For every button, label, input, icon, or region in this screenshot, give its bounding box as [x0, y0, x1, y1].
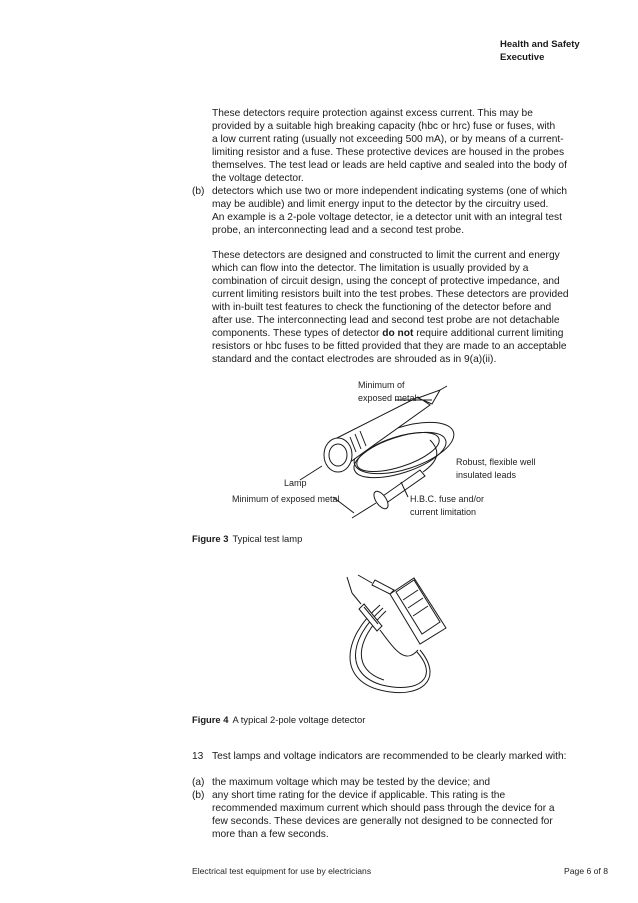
- callout-min-exposed-bottom: Minimum of exposed metal: [232, 494, 340, 504]
- callout-hbc-fuse-1: H.B.C. fuse and/or: [410, 494, 485, 504]
- callout-robust-leads-1: Robust, flexible well: [456, 457, 536, 467]
- text-line: These detectors are designed and constructed to limit the current and energy: [212, 250, 560, 261]
- text-line: combination of circuit design, using the concept of protective impedance, and: [212, 276, 560, 287]
- text-line: limiting resistor and a fuse. These protective devices are housed in the probes: [212, 147, 565, 158]
- text-line: current limiting resistors built into the test probes. These detectors are provided: [212, 289, 569, 300]
- section-13-item-b-label: (b): [192, 790, 205, 801]
- figure-3-label: Figure 3: [192, 533, 229, 544]
- text-line: which can flow into the detector. The limitation is usually provided by a: [212, 263, 529, 274]
- text-fragment: require additional current limiting: [413, 328, 564, 339]
- text-line: with in-built test features to check the functioning of the detector before and: [212, 302, 552, 313]
- figure-4-caption: [192, 714, 365, 725]
- section-13-item-b: [212, 789, 607, 841]
- text-line: may be audible) and limit energy input to the detector by the circuitry used.: [212, 199, 549, 210]
- section-13-item-a-label: (a): [192, 777, 205, 788]
- text-line: detectors which use two or more independent indicating systems (one of which: [212, 186, 568, 197]
- text-line: probe, an interconnecting lead and a second test probe.: [212, 225, 465, 236]
- text-line: recommended maximum current which should pass through the device for a: [212, 803, 555, 814]
- emphasis-do-not: do not: [382, 328, 414, 339]
- text-line: a low current rating (usually not exceeding 500 mA), or by means of a current-: [212, 134, 564, 145]
- figure-4-label: Figure 4: [192, 714, 229, 725]
- text-line: resistors or hbc fuses to be fitted provided that they are made to an acceptable: [212, 341, 567, 352]
- header-line-2: Executive: [500, 52, 545, 63]
- callout-lamp: Lamp: [284, 478, 307, 488]
- text-fragment: components. These types of detector: [212, 328, 383, 339]
- text-line: Test lamps and voltage indicators are recommended to be clearly marked with:: [212, 751, 567, 762]
- text-line: the voltage detector.: [212, 173, 304, 184]
- section-13-number: 13: [192, 751, 204, 762]
- figure-3-title: Typical test lamp: [232, 533, 303, 544]
- header-line-1: Health and Safety: [500, 39, 580, 50]
- text-line: standard and the contact electrodes are shrouded as in 9(a)(ii).: [212, 354, 497, 365]
- text-line: provided by a suitable high breaking capacity (hbc or hrc) fuse or fuses, with: [212, 121, 556, 132]
- section-13-text: [212, 750, 607, 763]
- item-b-label: (b): [192, 186, 205, 197]
- text-line: the maximum voltage which may be tested by the device; and: [212, 777, 491, 788]
- footer-document-title: Electrical test equipment for use by electricians: [192, 866, 372, 876]
- text-line: An example is a 2-pole voltage detector, ie a detector unit with an integral test: [212, 212, 562, 223]
- callout-min-exposed-top-1: Minimum of: [358, 380, 405, 390]
- text-line: few seconds. These devices are generally not designed to be connected for: [212, 816, 553, 827]
- section-13-item-a: [212, 776, 607, 789]
- text-line: any short time rating for the device if applicable. This rating is the: [212, 790, 506, 801]
- callout-min-exposed-top-2: exposed metal: [358, 393, 417, 403]
- text-line: themselves. The test lead or leads are held captive and sealed into the body of: [212, 160, 567, 171]
- footer-page-number: Page 6 of 8: [564, 866, 608, 876]
- callout-hbc-fuse-2: current limitation: [410, 507, 477, 517]
- figure-4-title: A typical 2-pole voltage detector: [232, 714, 366, 725]
- text-line: after use. The interconnecting lead and second test probe are not detachable: [212, 315, 560, 326]
- text-line: These detectors require protection against excess current. This may be: [212, 108, 533, 119]
- callout-robust-leads-2: insulated leads: [456, 470, 517, 480]
- text-line: more than a few seconds.: [212, 829, 329, 840]
